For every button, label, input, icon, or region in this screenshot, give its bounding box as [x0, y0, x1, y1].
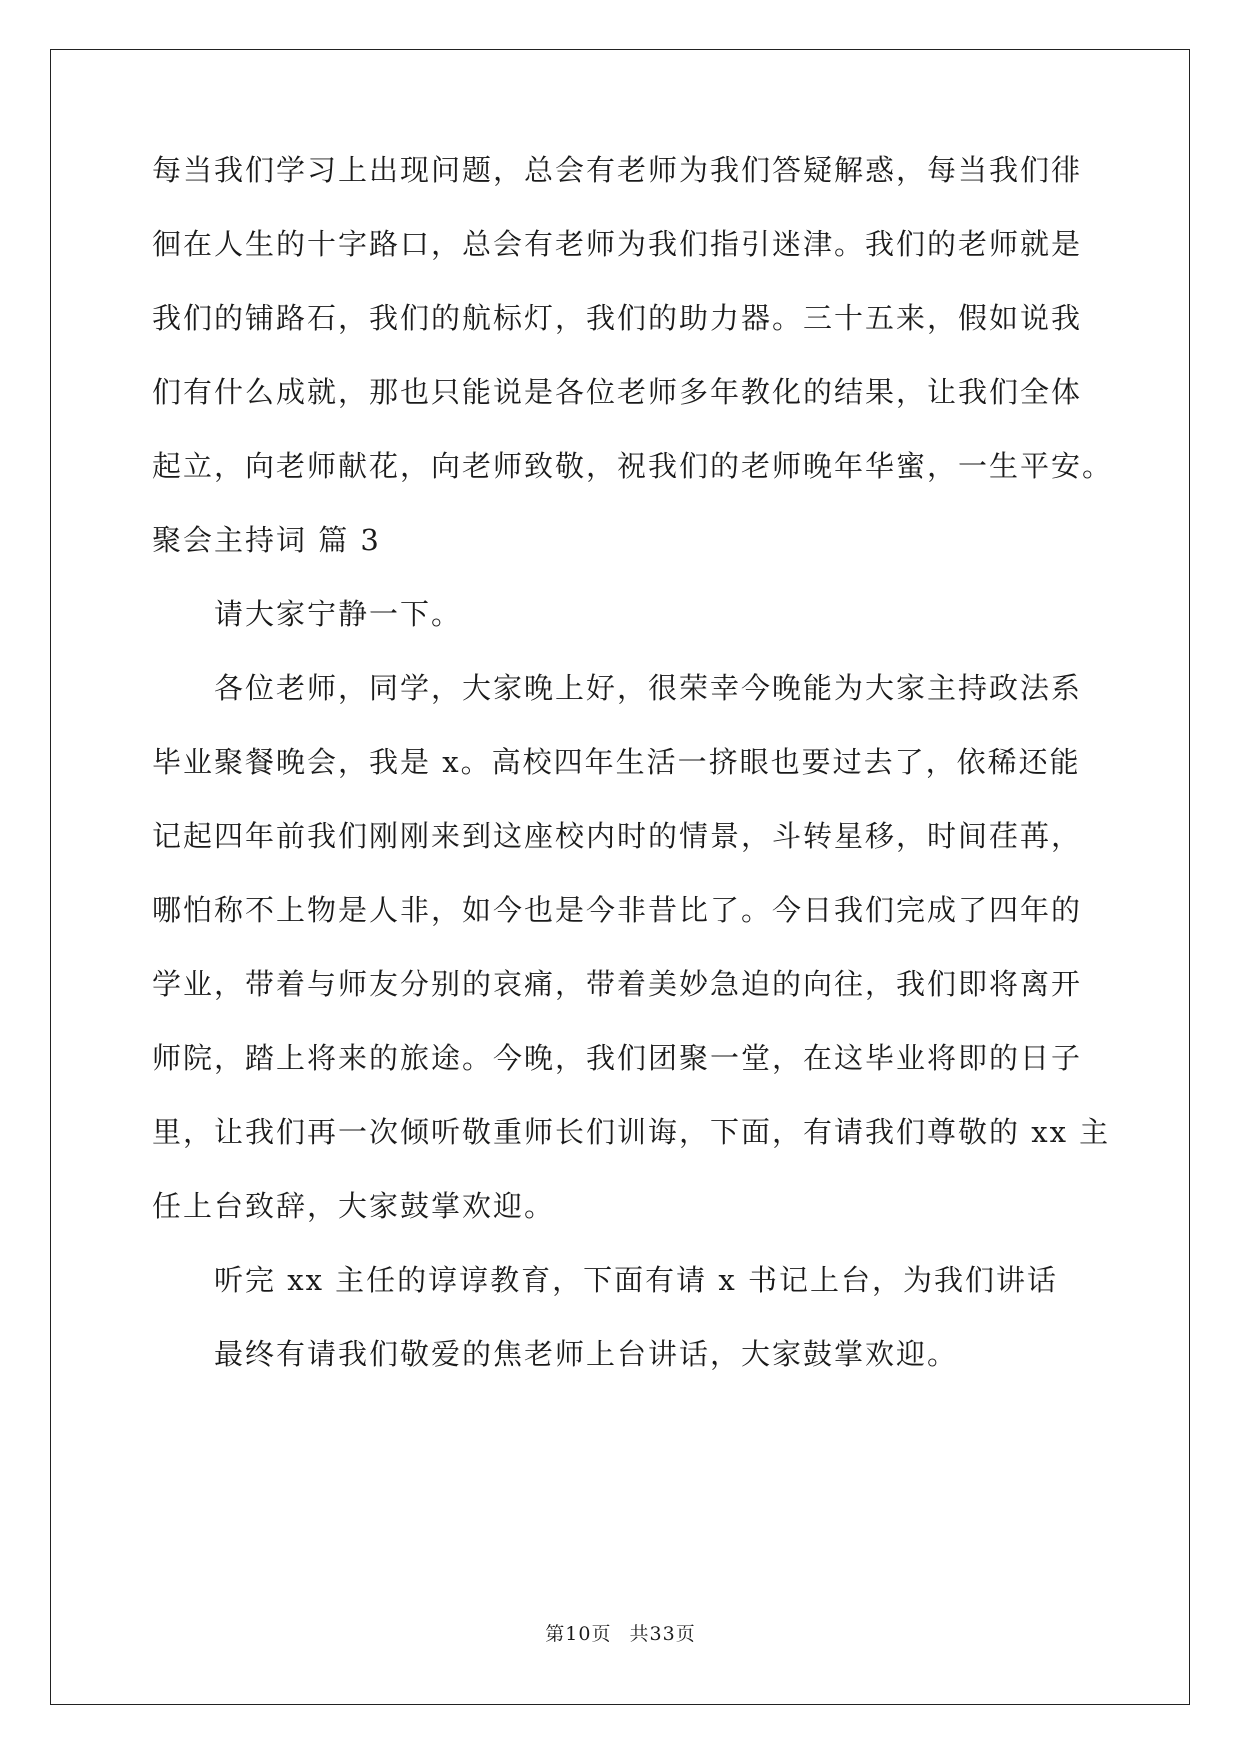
page-number: 10 — [565, 1623, 592, 1645]
paragraph-line: 徊在人生的十字路口，总会有老师为我们指引迷津。我们的老师就是 — [152, 227, 1083, 261]
paragraph-line: 毕业聚餐晚会，我是 x。高校四年生活一挤眼也要过去了，依稀还能 — [152, 745, 1081, 779]
total-suffix: 页 — [675, 1623, 696, 1645]
paragraph-line: 起立，向老师献花，向老师致敬，祝我们的老师晚年华蜜，一生平安。 — [152, 449, 1114, 483]
paragraph-line: 请大家宁静一下。 — [214, 597, 463, 631]
paragraph-line: 记起四年前我们刚刚来到这座校内时的情景，斗转星移，时间荏苒， — [152, 819, 1083, 853]
paragraph-line: 师院，踏上将来的旅途。今晚，我们团聚一堂，在这毕业将即的日子 — [152, 1041, 1083, 1075]
paragraph-line: 每当我们学习上出现问题，总会有老师为我们答疑解惑，每当我们徘 — [152, 153, 1083, 187]
paragraph-line: 哪怕称不上物是人非，如今也是今非昔比了。今日我们完成了四年的 — [152, 893, 1083, 927]
paragraph-line: 任上台致辞，大家鼓掌欢迎。 — [152, 1189, 556, 1223]
page-footer — [0, 1622, 1241, 1646]
paragraph-line: 最终有请我们敬爱的焦老师上台讲话，大家鼓掌欢迎。 — [214, 1337, 959, 1371]
total-prefix: 共 — [629, 1623, 650, 1645]
page-prefix: 第 — [545, 1623, 566, 1645]
paragraph-line: 各位老师，同学，大家晚上好，很荣幸今晚能为大家主持政法系 — [214, 671, 1083, 705]
total-pages: 33 — [649, 1623, 676, 1645]
paragraph-line: 里，让我们再一次倾听敬重师长们训诲，下面，有请我们尊敬的 xx 主 — [152, 1115, 1111, 1149]
page-suffix: 页 — [591, 1623, 612, 1645]
section-heading: 聚会主持词 篇 3 — [152, 523, 381, 557]
paragraph-line: 听完 xx 主任的谆谆教育，下面有请 x 书记上台，为我们讲话 — [214, 1263, 1058, 1297]
paragraph-line: 们有什么成就，那也只能说是各位老师多年教化的结果，让我们全体 — [152, 375, 1083, 409]
paragraph-line: 学业，带着与师友分别的哀痛，带着美妙急迫的向往，我们即将离开 — [152, 967, 1083, 1001]
paragraph-line: 我们的铺路石，我们的航标灯，我们的助力器。三十五来，假如说我 — [152, 301, 1083, 335]
